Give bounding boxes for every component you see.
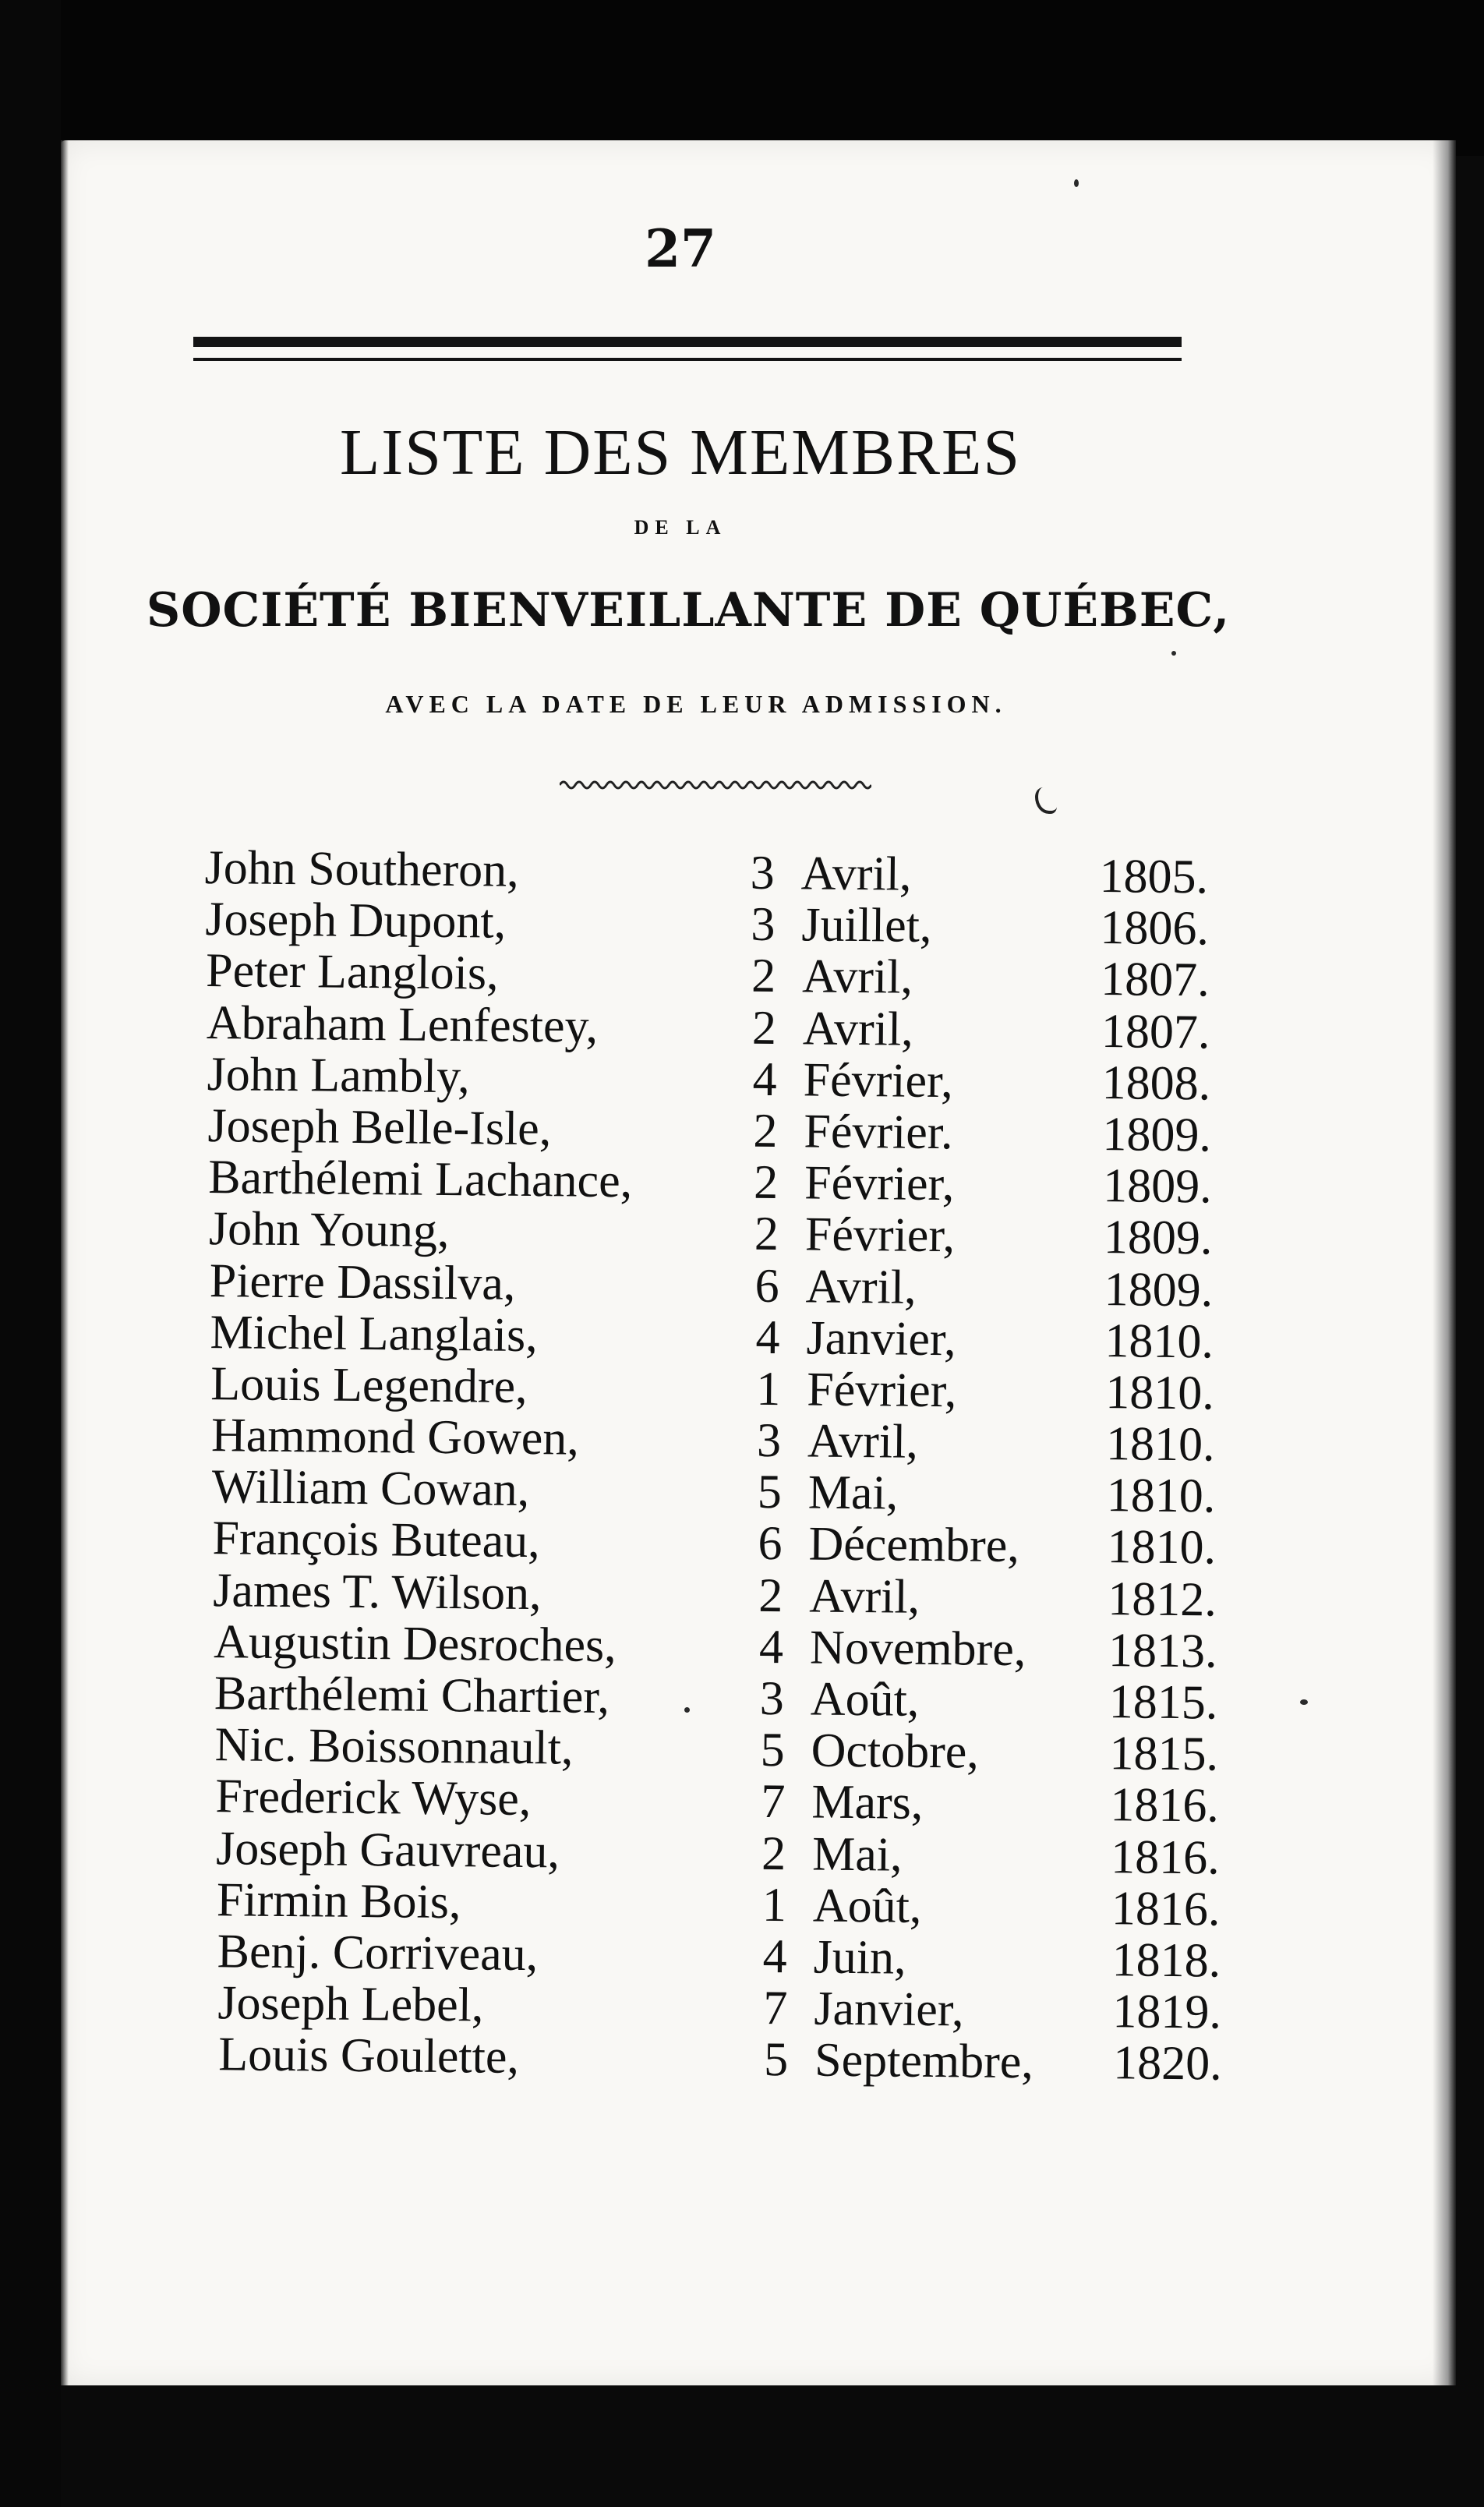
member-year: 1816. [1110,1778,1220,1833]
page-edge [1433,140,1456,2385]
member-name: Abraham Lenfestey, [206,995,599,1053]
ink-speck [1171,651,1176,656]
scan-left-border [0,0,61,2507]
member-month: Avril, [807,1414,919,1469]
society-name: SOCIÉTÉ BIENVEILLANTE DE QUÉBEC, [146,583,1231,638]
member-name: John Young, [208,1202,450,1258]
member-name: Nic. Boissonnault, [214,1718,574,1775]
member-day: 4 [752,1052,778,1106]
member-name: John Southeron, [204,841,519,897]
member-day: 1 [761,1878,787,1932]
member-day: 5 [757,1466,783,1519]
member-month: Avril, [805,1259,917,1314]
member-month: Janvier, [806,1311,956,1366]
member-year: 1809. [1104,1262,1214,1317]
member-year: 1812. [1108,1572,1217,1627]
member-year: 1815. [1109,1727,1219,1781]
member-month: Octobre, [811,1724,980,1779]
member-month: Janvier, [814,1982,964,2037]
member-day: 5 [760,1724,785,1777]
member-name: Joseph Belle-Isle, [207,1098,552,1156]
member-name: Frederick Wyse, [215,1770,532,1826]
member-day: 2 [758,1568,783,1622]
ink-speck [1074,179,1079,187]
member-name: Peter Langlois, [205,944,499,1000]
member-month: Mars, [811,1775,924,1830]
member-year: 1816. [1111,1881,1221,1936]
member-year: 1810. [1104,1314,1214,1369]
member-name: Benj. Corriveau, [217,1925,539,1982]
member-day: 3 [759,1671,785,1726]
member-name: Hammond Gowen, [210,1409,580,1466]
member-month: Septembre, [814,2033,1034,2089]
member-day: 3 [751,897,776,952]
member-month: Février, [803,1053,954,1108]
member-month: Juin, [813,1930,906,1985]
member-year: 1813. [1108,1623,1217,1678]
member-month: Mai, [811,1827,903,1882]
member-year: 1809. [1103,1211,1213,1265]
member-month: Mai, [807,1466,899,1520]
member-day: 4 [758,1620,784,1674]
wavy-ornament [560,776,871,794]
member-name: Joseph Gauvreau, [215,1821,560,1878]
member-year: 1806. [1100,901,1210,956]
member-day: 4 [755,1310,780,1364]
member-day: 1 [755,1362,781,1416]
member-month: Février. [804,1105,953,1160]
member-day: 2 [751,1001,777,1055]
member-month: Juillet, [801,898,932,953]
member-name: Louis Goulette, [217,2028,520,2084]
member-name: Barthélemi Lachance, [207,1151,633,1208]
member-year: 1807. [1100,953,1210,1007]
member-year: 1809. [1102,1159,1213,1214]
member-year: 1810. [1104,1365,1215,1420]
member-year: 1815. [1108,1675,1218,1730]
member-month: Août, [810,1672,920,1727]
scan-top-border [0,0,1484,156]
member-year: 1810. [1106,1469,1216,1523]
member-month: Avril, [800,847,912,901]
member-day: 7 [761,1775,786,1829]
member-month: Novembre, [809,1621,1026,1676]
member-day: 7 [763,1982,788,2035]
member-name: Pierre Dassilva, [209,1254,516,1310]
member-year: 1810. [1105,1417,1215,1472]
member-day: 3 [756,1413,782,1468]
member-year: 1816. [1110,1830,1220,1885]
member-name: Firmin Bois, [216,1872,461,1929]
member-month: Décembre, [808,1517,1020,1573]
member-day: 2 [751,949,776,1003]
book-page [61,140,1456,2385]
member-day: 2 [753,1155,779,1210]
member-month: Février, [806,1363,957,1418]
member-month: Février, [804,1156,955,1211]
page-number: 27 [645,218,716,279]
member-day: 3 [750,846,775,900]
member-name: John Lambly, [207,1047,470,1104]
member-day: 6 [758,1517,783,1571]
member-year: 1820. [1112,2036,1223,2091]
member-row [218,2029,1373,2092]
member-year: 1819. [1112,1985,1222,2039]
member-year: 1810. [1107,1520,1217,1575]
member-month: Avril, [802,1001,914,1056]
member-month: Février, [804,1208,956,1263]
member-day: 2 [754,1208,779,1261]
member-year: 1807. [1101,1004,1210,1059]
member-day: 4 [762,1929,788,1984]
member-year: 1808. [1101,1055,1211,1111]
member-list [193,842,1359,2092]
member-name: François Buteau, [212,1512,541,1568]
member-year: 1809. [1102,1108,1212,1162]
member-name: Joseph Dupont, [205,893,507,949]
header-rule-thin [193,358,1182,361]
member-day: 2 [753,1104,778,1158]
member-name: Joseph Lebel, [217,1976,484,2032]
member-name: Louis Legendre, [210,1356,528,1413]
member-month: Avril, [801,949,913,1005]
member-name: Michel Langlais, [210,1305,538,1362]
member-year: 1805. [1099,850,1209,904]
member-name: William Cowan, [211,1460,530,1517]
member-day: 2 [761,1826,786,1880]
member-name: Augustin Desroches, [213,1614,617,1672]
member-day: 6 [754,1259,780,1313]
member-name: Barthélemi Chartier, [214,1667,610,1724]
header-rule-thick [193,337,1182,347]
member-month: Août, [812,1879,922,1933]
subtitle-admission: AVEC LA DATE DE LEUR ADMISSION. [385,690,1007,718]
ink-speck [1035,787,1057,814]
member-name: James T. Wilson, [213,1563,542,1620]
member-month: Avril, [809,1569,920,1624]
page-title: LISTE DES MEMBRES [339,416,1022,489]
member-year: 1818. [1111,1933,1221,1988]
subtitle-de-la: DE LA [634,516,727,539]
member-day: 5 [763,2033,789,2087]
